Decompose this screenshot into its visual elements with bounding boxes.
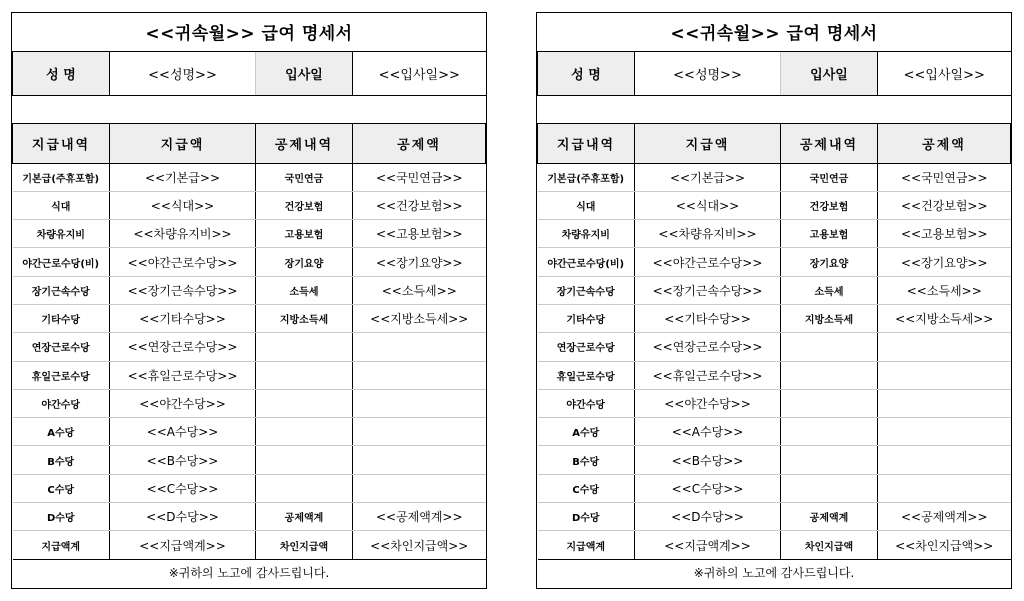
pay-slip-table	[12, 13, 486, 586]
slip-row	[538, 389, 1011, 417]
deduction-item-label	[781, 333, 878, 361]
deduction-item-label: 국민연금	[781, 163, 878, 191]
pay-item-value: <<야간근로수당>>	[635, 248, 781, 276]
header-deduction-amount: 공제액	[353, 123, 486, 163]
slip-row	[13, 389, 486, 417]
deduction-item-label: 공제액계	[256, 503, 353, 531]
slip-rows	[538, 163, 1011, 531]
pay-item-label: 연장근로수당	[538, 333, 635, 361]
name-label: 성 명	[13, 51, 110, 95]
net-pay-label: 차인지급액	[781, 531, 878, 559]
deduction-item-value: <<국민연금>>	[878, 163, 1011, 191]
pay-item-value: <<장기근속수당>>	[635, 276, 781, 304]
deduction-item-label	[781, 361, 878, 389]
deduction-item-value: <<건강보험>>	[353, 191, 486, 219]
pay-item-value: <<야간수당>>	[635, 389, 781, 417]
slip-title: <<귀속월>> 급여 명세서	[13, 13, 486, 51]
join-date-value: <<입사일>>	[878, 51, 1011, 95]
header-deduction-item: 공제내역	[781, 123, 878, 163]
slip-row	[13, 220, 486, 248]
net-pay-value: <<차인지급액>>	[353, 531, 486, 559]
pay-item-label: A수당	[538, 418, 635, 446]
slip-row	[538, 418, 1011, 446]
deduction-item-value: <<고용보험>>	[878, 220, 1011, 248]
pay-item-value: <<기본급>>	[635, 163, 781, 191]
deduction-item-value	[353, 474, 486, 502]
spacer-row	[538, 95, 1011, 123]
slip-row	[13, 248, 486, 276]
pay-item-label: 차량유지비	[538, 220, 635, 248]
pay-item-label: 야간근로수당(비)	[538, 248, 635, 276]
slip-row	[13, 191, 486, 219]
slip-row	[538, 304, 1011, 332]
pay-item-value: <<휴일근로수당>>	[635, 361, 781, 389]
pay-item-value: <<차량유지비>>	[635, 220, 781, 248]
pay-item-value: <<휴일근로수당>>	[110, 361, 256, 389]
pay-item-label: 기타수당	[13, 304, 110, 332]
pay-item-value: <<차량유지비>>	[110, 220, 256, 248]
slip-row	[538, 333, 1011, 361]
deduction-item-label: 고용보험	[781, 220, 878, 248]
pay-item-value: <<식대>>	[110, 191, 256, 219]
deduction-item-value: <<국민연금>>	[353, 163, 486, 191]
slip-row	[538, 503, 1011, 531]
slip-row	[13, 474, 486, 502]
deduction-item-label: 공제액계	[781, 503, 878, 531]
pay-item-label: 기타수당	[538, 304, 635, 332]
pay-item-label: 연장근로수당	[13, 333, 110, 361]
pay-item-value: <<식대>>	[635, 191, 781, 219]
pay-item-label: 휴일근로수당	[538, 361, 635, 389]
pay-item-value: <<기타수당>>	[635, 304, 781, 332]
deduction-item-value	[878, 333, 1011, 361]
deduction-item-label	[781, 389, 878, 417]
deduction-item-value: <<지방소득세>>	[878, 304, 1011, 332]
pay-item-label: 야간수당	[13, 389, 110, 417]
deduction-item-label: 장기요양	[781, 248, 878, 276]
deduction-item-label: 소득세	[256, 276, 353, 304]
pay-item-value: <<야간근로수당>>	[110, 248, 256, 276]
slip-footer: ※귀하의 노고에 감사드립니다.	[538, 559, 1011, 586]
deduction-item-label	[256, 361, 353, 389]
pay-item-value: <<D수당>>	[110, 503, 256, 531]
slip-row	[13, 276, 486, 304]
slip-row	[538, 191, 1011, 219]
pay-item-value: <<C수당>>	[110, 474, 256, 502]
pay-item-label: A수당	[13, 418, 110, 446]
name-value: <<성명>>	[635, 51, 781, 95]
pay-item-label: 휴일근로수당	[13, 361, 110, 389]
deduction-item-label: 소득세	[781, 276, 878, 304]
name-label: 성 명	[538, 51, 635, 95]
pay-item-value: <<A수당>>	[110, 418, 256, 446]
total-pay-value: <<지급액계>>	[635, 531, 781, 559]
pay-item-label: 기본급(주휴포함)	[538, 163, 635, 191]
slip-row	[13, 361, 486, 389]
deduction-item-label	[781, 418, 878, 446]
header-pay-item: 지급내역	[13, 123, 110, 163]
slip-row	[538, 248, 1011, 276]
pay-item-label: 장기근속수당	[538, 276, 635, 304]
deduction-item-label: 고용보험	[256, 220, 353, 248]
deduction-item-label	[781, 446, 878, 474]
header-deduction-amount: 공제액	[878, 123, 1011, 163]
pay-slip-right	[536, 12, 1012, 589]
pay-item-value: <<C수당>>	[635, 474, 781, 502]
pay-item-label: B수당	[13, 446, 110, 474]
deduction-item-value: <<공제액계>>	[878, 503, 1011, 531]
deduction-item-label	[256, 474, 353, 502]
deduction-item-label: 장기요양	[256, 248, 353, 276]
header-pay-amount: 지급액	[635, 123, 781, 163]
deduction-item-label: 국민연금	[256, 163, 353, 191]
deduction-item-value: <<지방소득세>>	[353, 304, 486, 332]
deduction-item-label: 지방소득세	[256, 304, 353, 332]
deduction-item-value: <<공제액계>>	[353, 503, 486, 531]
header-pay-amount: 지급액	[110, 123, 256, 163]
deduction-item-value	[353, 389, 486, 417]
pay-item-value: <<연장근로수당>>	[635, 333, 781, 361]
pay-slip-table	[537, 13, 1011, 586]
total-pay-label: 지급액계	[13, 531, 110, 559]
pay-item-label: 차량유지비	[13, 220, 110, 248]
slip-row	[538, 276, 1011, 304]
deduction-item-label: 지방소득세	[781, 304, 878, 332]
deduction-item-label	[256, 389, 353, 417]
name-value: <<성명>>	[110, 51, 256, 95]
pay-item-label: 야간수당	[538, 389, 635, 417]
slip-row	[13, 304, 486, 332]
deduction-item-label	[256, 446, 353, 474]
slip-row	[13, 418, 486, 446]
slip-row	[538, 361, 1011, 389]
join-date-value: <<입사일>>	[353, 51, 486, 95]
join-date-label: 입사일	[256, 51, 353, 95]
slip-row	[13, 163, 486, 191]
pay-item-label: D수당	[538, 503, 635, 531]
deduction-item-value	[353, 333, 486, 361]
deduction-item-value	[878, 418, 1011, 446]
slip-row	[538, 163, 1011, 191]
deduction-item-value	[878, 474, 1011, 502]
deduction-item-value	[878, 389, 1011, 417]
header-deduction-item: 공제내역	[256, 123, 353, 163]
net-pay-label: 차인지급액	[256, 531, 353, 559]
pay-item-value: <<야간수당>>	[110, 389, 256, 417]
deduction-item-label: 건강보험	[256, 191, 353, 219]
header-pay-item: 지급내역	[538, 123, 635, 163]
slip-row	[13, 503, 486, 531]
pay-item-label: D수당	[13, 503, 110, 531]
pay-item-label: 기본급(주휴포함)	[13, 163, 110, 191]
deduction-item-value: <<소득세>>	[353, 276, 486, 304]
pay-item-label: 식대	[538, 191, 635, 219]
deduction-item-label	[781, 474, 878, 502]
pay-item-value: <<B수당>>	[635, 446, 781, 474]
deduction-item-value	[878, 446, 1011, 474]
deduction-item-value: <<장기요양>>	[878, 248, 1011, 276]
deduction-item-value: <<장기요양>>	[353, 248, 486, 276]
pay-item-value: <<장기근속수당>>	[110, 276, 256, 304]
deduction-item-value: <<고용보험>>	[353, 220, 486, 248]
pay-item-label: C수당	[13, 474, 110, 502]
pay-item-value: <<A수당>>	[635, 418, 781, 446]
pay-item-label: 야간근로수당(비)	[13, 248, 110, 276]
pay-item-label: 식대	[13, 191, 110, 219]
pay-item-value: <<B수당>>	[110, 446, 256, 474]
slip-row	[13, 446, 486, 474]
pay-item-value: <<기본급>>	[110, 163, 256, 191]
join-date-label: 입사일	[781, 51, 878, 95]
slip-rows	[13, 163, 486, 531]
pay-item-label: B수당	[538, 446, 635, 474]
pay-item-value: <<D수당>>	[635, 503, 781, 531]
net-pay-value: <<차인지급액>>	[878, 531, 1011, 559]
deduction-item-label: 건강보험	[781, 191, 878, 219]
pay-item-label: C수당	[538, 474, 635, 502]
total-pay-value: <<지급액계>>	[110, 531, 256, 559]
slip-row	[13, 333, 486, 361]
pay-item-value: <<연장근로수당>>	[110, 333, 256, 361]
slip-footer: ※귀하의 노고에 감사드립니다.	[13, 559, 486, 586]
deduction-item-value	[353, 418, 486, 446]
deduction-item-value: <<건강보험>>	[878, 191, 1011, 219]
deduction-item-value	[353, 446, 486, 474]
slip-row	[538, 474, 1011, 502]
total-pay-label: 지급액계	[538, 531, 635, 559]
deduction-item-value	[878, 361, 1011, 389]
deduction-item-value: <<소득세>>	[878, 276, 1011, 304]
slip-title: <<귀속월>> 급여 명세서	[538, 13, 1011, 51]
pay-item-label: 장기근속수당	[13, 276, 110, 304]
deduction-item-label	[256, 418, 353, 446]
deduction-item-value	[353, 361, 486, 389]
slip-row	[538, 220, 1011, 248]
deduction-item-label	[256, 333, 353, 361]
slip-row	[538, 446, 1011, 474]
spacer-row	[13, 95, 486, 123]
pay-slip-left	[11, 12, 487, 589]
pay-item-value: <<기타수당>>	[110, 304, 256, 332]
